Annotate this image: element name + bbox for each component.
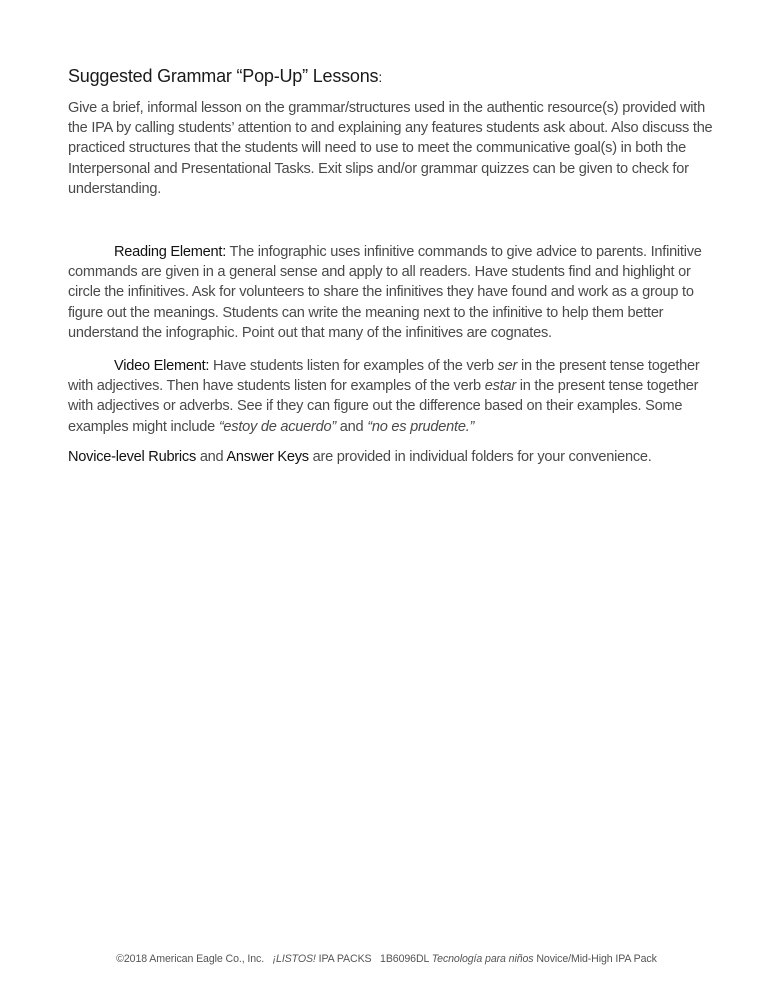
video-text-4: and — [336, 418, 368, 435]
resources-and: and — [196, 449, 227, 465]
footer-level: Novice/Mid-High IPA Pack — [533, 953, 657, 965]
heading-colon: : — [378, 69, 383, 85]
resources-rest: are provided in individual folders for your convenience. — [308, 449, 652, 465]
video-text-3: in the present tense together with adjectives or adverbs. See if they can figure out the difference based on their examples. Some examples might include — [68, 378, 699, 435]
example-1: “estoy de acuerdo” — [218, 418, 336, 435]
reading-element-paragraph — [68, 242, 713, 343]
footer-title: Tecnología para niños — [431, 953, 534, 965]
reading-element-label: Reading Element: — [114, 244, 227, 260]
example-2: “no es prudente.” — [367, 418, 475, 435]
footer-code: 1B6096DL — [380, 953, 429, 965]
footer-packs: IPA PACKS — [315, 953, 372, 965]
verb-ser: ser — [497, 358, 518, 374]
resources-paragraph — [68, 447, 713, 467]
intro-paragraph: Give a brief, informal lesson on the grammar/structures used in the authentic resource(s) provided with the IPA by calling students’ attention to and explaining any features students ask about. Also discuss the practiced structures that the students will need to use to meet the communicative goal(s) in both the Interpersonal and Presentational Tasks. Exit slips and/or grammar quizzes can be given to check for understanding. — [68, 100, 713, 197]
video-text-2: in the present tense together with adjectives. Then have students listen for examples of the verb — [68, 358, 700, 395]
video-text-1: Have students listen for examples of the verb — [209, 358, 498, 374]
video-element-label: Video Element: — [114, 358, 210, 374]
rubrics-label: Novice-level Rubrics — [68, 449, 197, 465]
video-element-paragraph — [68, 356, 713, 437]
heading-title: Suggested Grammar “Pop-Up” Lessons — [68, 66, 379, 86]
footer-copyright: ©2018 American Eagle Co., Inc. — [116, 953, 265, 965]
verb-estar: estar — [484, 378, 516, 395]
section-heading — [68, 66, 382, 87]
answer-keys-label: Answer Keys — [226, 449, 309, 465]
reading-element-text: The infographic uses infinitive commands to give advice to parents. Infinitive commands are given in a general sense and apply to all readers. Have students find and highlight or circle the infinitives. Ask for volunteers to share the infinitives they have found and work as a group to figure out the meanings. Students can write the meaning next to the infinitive to help them better understand the infographic. Point out that many of the infinitives are cognates. — [68, 244, 702, 341]
page-footer — [0, 953, 773, 965]
footer-series: ¡LISTOS! — [272, 953, 316, 965]
